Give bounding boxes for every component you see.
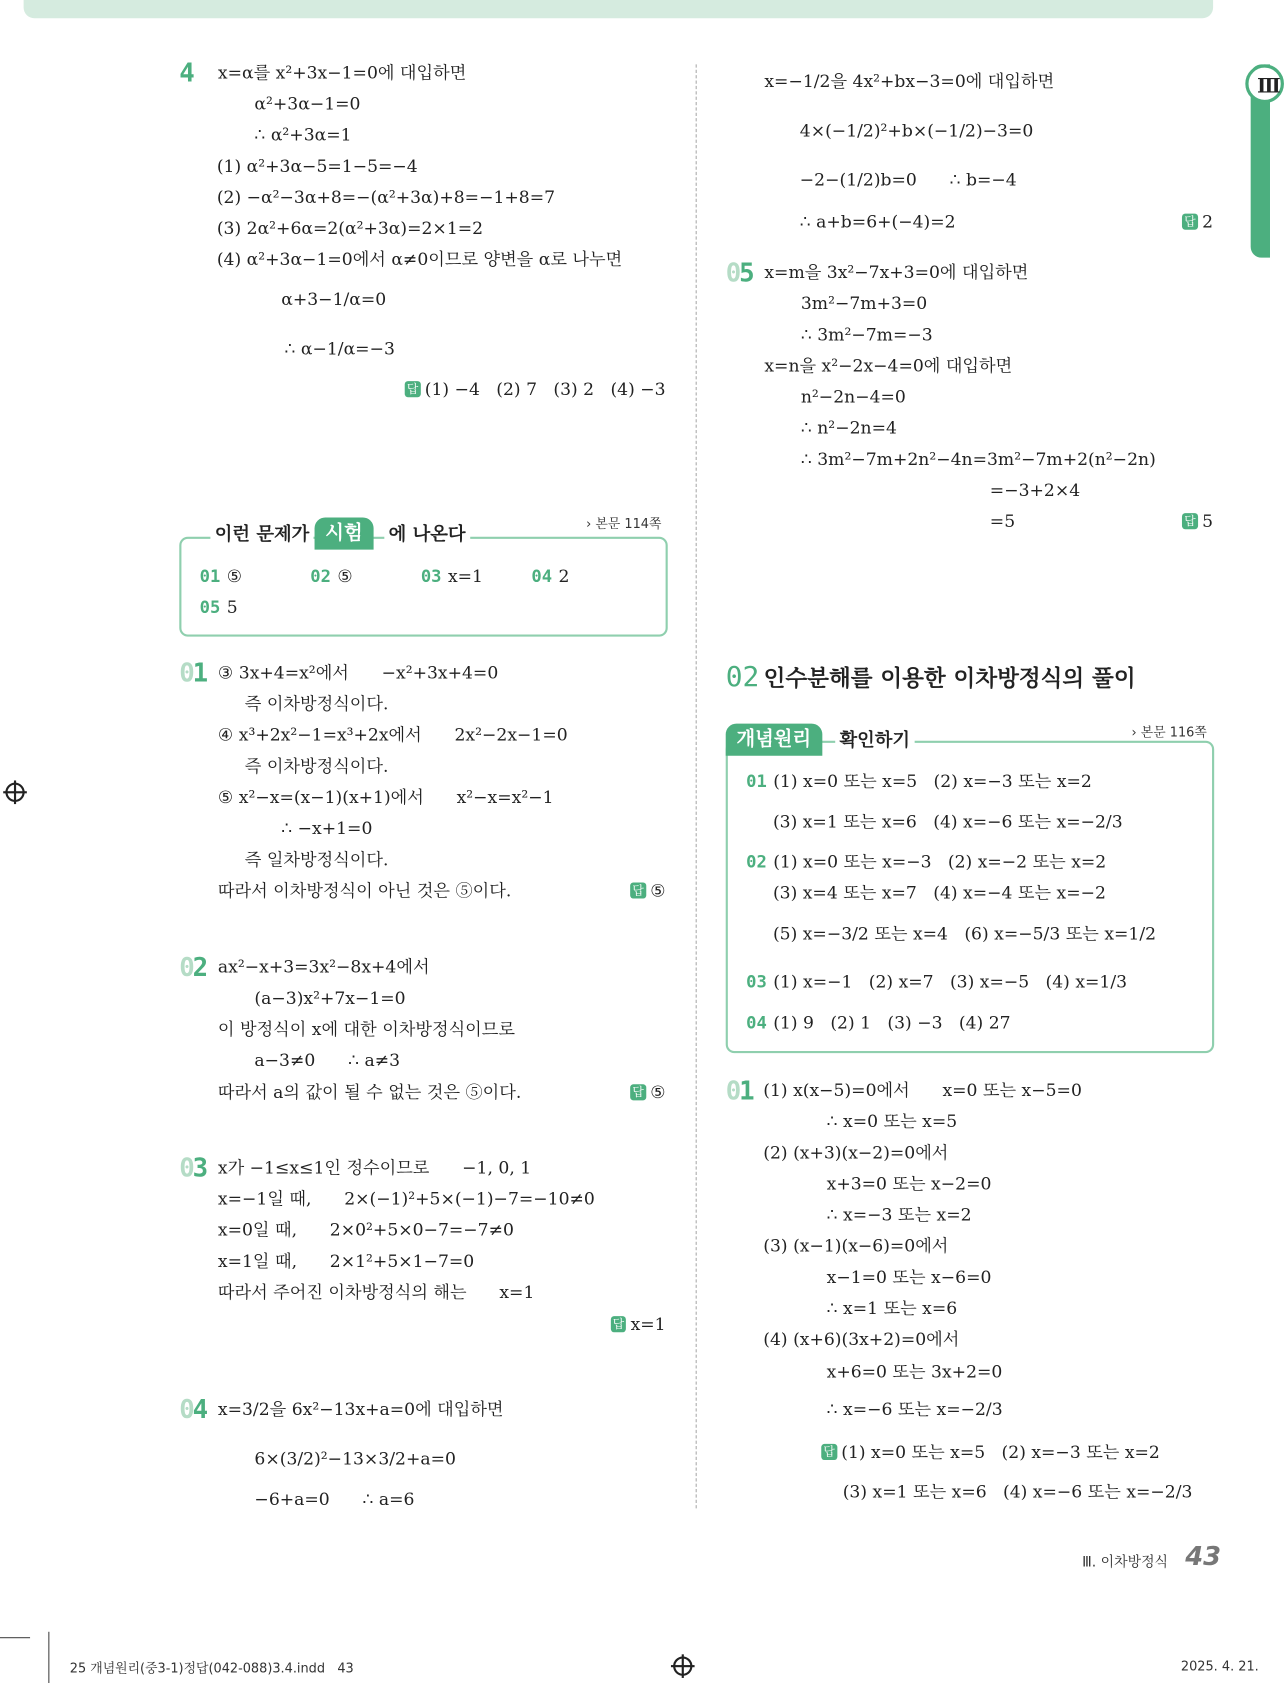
concept-answer-line bbox=[746, 770, 1092, 794]
item-number: 02 bbox=[310, 565, 331, 587]
item-value: (1) x=−1 (2) x=7 (3) x=−5 (4) x=1/3 bbox=[773, 971, 1128, 992]
solution-line: x=0일 때, 2×0²+5×0−7=−7≠0 bbox=[217, 1219, 514, 1240]
concept-answer-line bbox=[773, 922, 1156, 946]
item-value: x=1 bbox=[447, 565, 483, 587]
solution-line: =−3+2×4 bbox=[989, 479, 1081, 501]
concept-box-title: 확인하기 bbox=[835, 727, 914, 755]
solution-line: (1) α²+3α−5=1−5=−4 bbox=[216, 155, 418, 177]
concept-answer-line bbox=[746, 970, 1127, 994]
number-digit: 1 bbox=[739, 1075, 753, 1106]
solution-line: ⑤ x²−x=(x−1)(x+1)에서 x²−x=x²−1 bbox=[217, 786, 554, 808]
solution-line: ∴ x=0 또는 x=5 bbox=[826, 1111, 958, 1132]
solution-line: ∴ α²+3α=1 bbox=[254, 124, 352, 145]
answer-line bbox=[405, 378, 666, 402]
solution-line: (2) (x+3)(x−2)=0에서 bbox=[763, 1142, 949, 1163]
solution-line: x=α를 x²+3x−1=0에 대입하면 bbox=[217, 62, 467, 83]
answer-line bbox=[630, 879, 665, 903]
answer-text: (1) x=0 또는 x=5 (2) x=−3 또는 x=2 bbox=[841, 1441, 1160, 1463]
top-banner bbox=[24, 0, 1213, 18]
solution-line: (3) 2α²+6α=2(α²+3α)=2×1=2 bbox=[216, 217, 484, 239]
solution-line: a−3≠0 ∴ a≠3 bbox=[254, 1049, 401, 1071]
solution-line: x=n을 x²−2x−4=0에 대입하면 bbox=[764, 355, 1013, 376]
problem-number: 4 bbox=[179, 57, 193, 89]
exam-box-page-ref: › 본문 114쪽 bbox=[586, 516, 662, 532]
solution-line: (a−3)x²+7x−1=0 bbox=[254, 987, 406, 1009]
registration-mark-icon bbox=[673, 1656, 692, 1675]
solution-line: ∴ x=−6 또는 x=−2/3 bbox=[826, 1398, 1003, 1420]
number-prefix: 0 bbox=[179, 1152, 193, 1184]
solution-line: x=3/2을 6x²−13x+a=0에 대입하면 bbox=[217, 1398, 504, 1420]
item-number: 04 bbox=[746, 1012, 767, 1033]
solution-line: x=1일 때, 2×1²+5×1−7=0 bbox=[217, 1250, 475, 1272]
answer-line bbox=[1182, 510, 1213, 534]
answer-tag-icon: 답 bbox=[611, 1316, 627, 1332]
answer-text: 2 bbox=[1202, 211, 1214, 232]
solution-line: 따라서 주어진 이차방정식의 해는 x=1 bbox=[217, 1281, 535, 1303]
item-value: 5 bbox=[226, 596, 238, 618]
solution-line: ④ x³+2x²−1=x³+2x에서 2x²−2x−1=0 bbox=[217, 724, 568, 746]
solution-line: ∴ 3m²−7m+2n²−4n=3m²−7m+2(n²−2n) bbox=[800, 448, 1156, 470]
problem-number bbox=[179, 659, 206, 687]
solution-line: (1) x(x−5)=0에서 x=0 또는 x−5=0 bbox=[763, 1079, 1082, 1101]
item-value: (1) x=0 또는 x=5 (2) x=−3 또는 x=2 bbox=[773, 770, 1092, 792]
solution-line: 즉 일차방정식이다. bbox=[244, 849, 389, 870]
solution-line: x=−1/2을 4x²+bx−3=0에 대입하면 bbox=[764, 70, 1055, 92]
answer-tag-icon: 답 bbox=[630, 882, 646, 898]
answer-line bbox=[630, 1081, 665, 1105]
answer-tag-icon: 답 bbox=[405, 381, 421, 397]
solution-line: 따라서 이차방정식이 아닌 것은 ⑤이다. bbox=[217, 880, 512, 901]
problem-number bbox=[726, 259, 753, 287]
problem-number bbox=[726, 1077, 753, 1105]
solution-line: ∴ 3m²−7m=−3 bbox=[800, 324, 933, 345]
number-prefix: 0 bbox=[725, 1075, 740, 1106]
solution-line: 3m²−7m+3=0 bbox=[800, 293, 928, 314]
item-number: 01 bbox=[746, 770, 767, 792]
solution-line: ∴ −x+1=0 bbox=[281, 818, 373, 839]
footer-filename: 25 개념원리(중3-1)정답(042-088)3.4.indd 43 bbox=[69, 1660, 354, 1676]
concept-answer-line bbox=[773, 811, 1123, 835]
section-heading bbox=[726, 661, 1136, 693]
item-value: (1) x=0 또는 x=−3 (2) x=−2 또는 x=2 bbox=[773, 851, 1107, 872]
answer-line bbox=[611, 1313, 666, 1337]
concept-box-pill: 개념원리 bbox=[726, 724, 822, 756]
exam-answer-item bbox=[200, 596, 238, 620]
exam-box-title-b: 에 나온다 bbox=[384, 521, 469, 549]
number-prefix: 0 bbox=[179, 1394, 193, 1425]
solution-line: =5 bbox=[989, 511, 1016, 532]
solution-line: 이 방정식이 x에 대한 이차방정식이므로 bbox=[217, 1018, 515, 1040]
answer-text: ⑤ bbox=[650, 880, 666, 901]
footer-date: 2025. 4. 21. bbox=[1180, 1658, 1259, 1674]
solution-line: n²−2n−4=0 bbox=[800, 386, 906, 407]
number-digit: 4 bbox=[192, 1394, 207, 1425]
solution-line: (2) −α²−3α+8=−(α²+3α)+8=−1+8=7 bbox=[216, 186, 556, 208]
item-number: 04 bbox=[531, 565, 553, 587]
answer-line bbox=[821, 1441, 1160, 1465]
section-title: 인수분해를 이용한 이차방정식의 풀이 bbox=[763, 665, 1136, 692]
concept-answer-line bbox=[773, 881, 1106, 905]
item-value: (5) x=−3/2 또는 x=4 (6) x=−5/3 또는 x=1/2 bbox=[772, 923, 1157, 944]
number-digit: 1 bbox=[192, 658, 207, 689]
exam-box-pill: 시험 bbox=[315, 517, 374, 549]
number-digit: 5 bbox=[739, 257, 753, 288]
solution-line: 4×(−1/2)²+b×(−1/2)−3=0 bbox=[799, 120, 1034, 141]
page-number: 43 bbox=[1185, 1541, 1222, 1572]
number-digit: 3 bbox=[192, 1152, 207, 1184]
item-number: 01 bbox=[199, 565, 221, 587]
answer-text: (1) −4 (2) 7 (3) 2 (4) −3 bbox=[424, 378, 666, 400]
concept-box-page-ref: › 본문 116쪽 bbox=[1131, 724, 1207, 740]
number-prefix: 0 bbox=[179, 952, 193, 983]
answer-tag-icon: 답 bbox=[1182, 214, 1198, 230]
solution-line: ∴ n²−2n=4 bbox=[800, 417, 897, 439]
solution-line: −6+a=0 ∴ a=6 bbox=[254, 1489, 415, 1510]
concept-answer-line bbox=[746, 1011, 1010, 1035]
answer-line bbox=[1182, 210, 1213, 234]
problem-number bbox=[179, 1154, 206, 1182]
solution-line: ∴ x=1 또는 x=6 bbox=[826, 1297, 958, 1319]
exam-answer-item bbox=[200, 565, 243, 589]
solution-line: ∴ x=−3 또는 x=2 bbox=[826, 1204, 972, 1225]
answer-tag-icon: 답 bbox=[630, 1084, 646, 1100]
solution-line: x+3=0 또는 x−2=0 bbox=[826, 1173, 992, 1194]
solution-line: ∴ a+b=6+(−4)=2 bbox=[799, 211, 956, 232]
solution-line: ∴ α−1/α=−3 bbox=[284, 338, 395, 359]
crop-mark bbox=[0, 1637, 30, 1638]
item-value: 2 bbox=[558, 565, 570, 587]
crop-mark bbox=[48, 1632, 49, 1683]
item-value: ⑤ bbox=[337, 565, 353, 587]
answer-text: x=1 bbox=[630, 1314, 666, 1335]
solution-line: α²+3α−1=0 bbox=[254, 93, 361, 114]
solution-line: 6×(3/2)²−13×3/2+a=0 bbox=[254, 1448, 456, 1469]
solution-line: x+6=0 또는 3x+2=0 bbox=[826, 1361, 1003, 1382]
solution-line: α+3−1/α=0 bbox=[281, 288, 387, 310]
solution-line: −2−(1/2)b=0 ∴ b=−4 bbox=[799, 169, 1017, 191]
column-divider bbox=[696, 64, 697, 1508]
item-number: 05 bbox=[199, 596, 221, 618]
solution-line: x=m을 3x²−7x+3=0에 대입하면 bbox=[764, 261, 1029, 283]
exam-answer-item bbox=[531, 565, 569, 589]
solution-line: 즉 이차방정식이다. bbox=[244, 755, 389, 777]
number-prefix: 0 bbox=[179, 658, 193, 689]
exam-box-title-a: 이런 문제가 bbox=[210, 521, 313, 549]
item-number: 02 bbox=[746, 851, 767, 872]
solution-line: x−1=0 또는 x−6=0 bbox=[826, 1266, 992, 1288]
registration-mark-icon bbox=[5, 783, 24, 802]
problem-number bbox=[179, 953, 206, 981]
solution-line: 즉 이차방정식이다. bbox=[244, 693, 389, 714]
answer-text: ⑤ bbox=[650, 1082, 666, 1103]
exam-answer-item bbox=[310, 565, 353, 589]
solution-line: ③ 3x+4=x²에서 −x²+3x+4=0 bbox=[217, 662, 499, 683]
solution-line: (4) α²+3α−1=0에서 α≠0이므로 양변을 α로 나누면 bbox=[216, 249, 623, 270]
item-value: (3) x=4 또는 x=7 (4) x=−4 또는 x=−2 bbox=[772, 882, 1106, 903]
solution-line: (3) (x−1)(x−6)=0에서 bbox=[763, 1235, 949, 1257]
answer-text: 5 bbox=[1202, 511, 1214, 532]
solution-line: x가 −1≤x≤1인 정수이므로 −1, 0, 1 bbox=[217, 1157, 532, 1178]
solution-line: 따라서 a의 값이 될 수 없는 것은 ⑤이다. bbox=[217, 1082, 522, 1103]
solution-line: (4) (x+6)(3x+2)=0에서 bbox=[763, 1329, 960, 1350]
concept-answer-line bbox=[746, 850, 1106, 874]
exam-answer-item bbox=[421, 565, 483, 589]
footer-chapter: Ⅲ. 이차방정식 bbox=[1082, 1554, 1169, 1571]
item-number: 03 bbox=[420, 565, 442, 587]
answer-tag-icon: 답 bbox=[821, 1444, 837, 1460]
number-digit: 2 bbox=[192, 952, 207, 983]
answer-tag-icon: 답 bbox=[1182, 513, 1198, 529]
item-value: (3) x=1 또는 x=6 (4) x=−6 또는 x=−2/3 bbox=[772, 811, 1123, 832]
item-number: 03 bbox=[746, 971, 767, 992]
section-number: 02 bbox=[725, 661, 760, 694]
answer-line: (3) x=1 또는 x=6 (4) x=−6 또는 x=−2/3 bbox=[842, 1481, 1193, 1502]
solution-line: x=−1일 때, 2×(−1)²+5×(−1)−7=−10≠0 bbox=[217, 1188, 595, 1209]
chapter-marker: Ⅲ bbox=[1245, 64, 1284, 103]
item-value: (1) 9 (2) 1 (3) −3 (4) 27 bbox=[773, 1012, 1011, 1033]
item-value: ⑤ bbox=[226, 565, 243, 587]
problem-number bbox=[179, 1396, 206, 1424]
solution-line: ax²−x+3=3x²−8x+4에서 bbox=[217, 956, 430, 977]
number-prefix: 0 bbox=[725, 257, 740, 288]
